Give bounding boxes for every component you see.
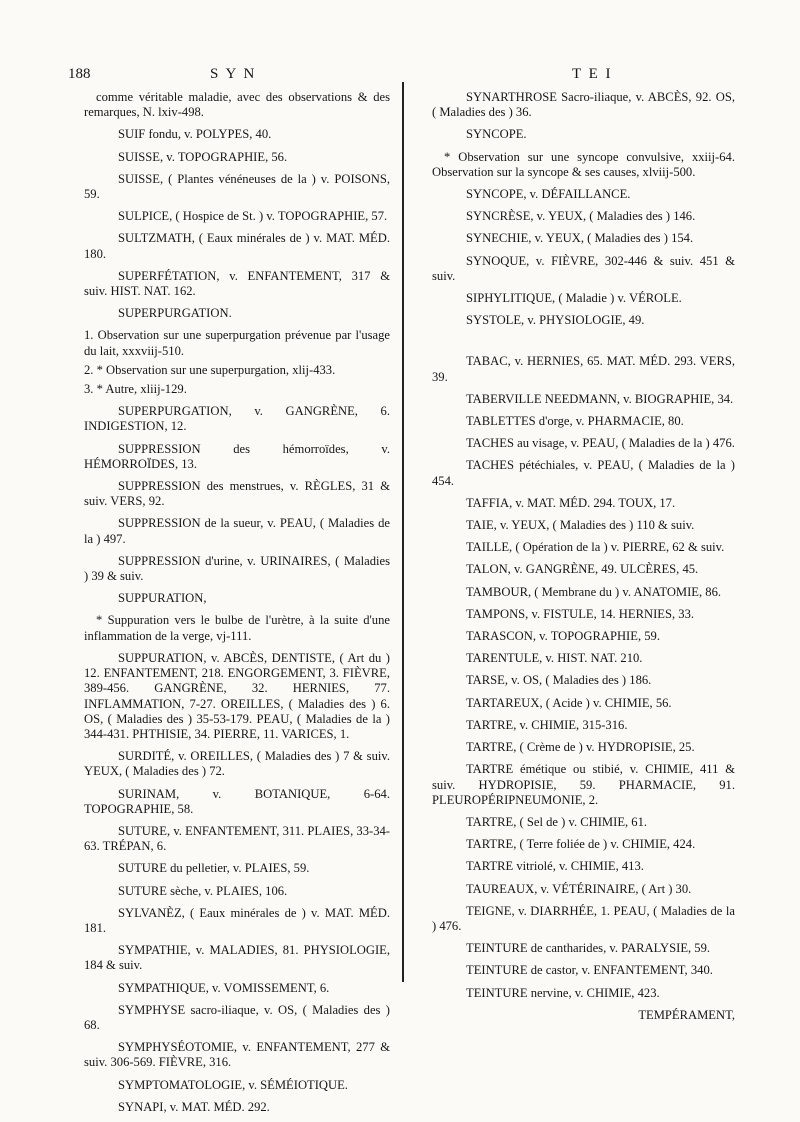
index-entry: SYLVANÈZ, ( Eaux minérales de ) v. MAT. MÉD. 181.	[84, 905, 390, 935]
index-entry: SULPICE, ( Hospice de St. ) v. TOPOGRAPHIE, 57.	[118, 209, 388, 224]
index-entry: SYNOQUE, v. FIÈVRE, 302-446 & suiv. 451 & suiv.	[432, 253, 735, 283]
index-entry: SULTZMATH, ( Eaux minérales de ) v. MAT. MÉD. 180.	[84, 231, 390, 261]
index-entry: SUISSE, ( Plantes vénéneuses de la ) v. POISONS, 59.	[84, 171, 390, 202]
observation-item: * Observation sur une syncope convulsive, xxiij-64. Observation sur la syncope & ses causes, xlviij-500.	[432, 149, 735, 179]
index-entry: SUPERPURGATION, v. GANGRÈNE, 6. INDIGESTION, 12.	[84, 404, 390, 434]
index-entry: TAUREAUX, v. VÉTÉRINAIRE, ( Art ) 30.	[466, 881, 692, 896]
index-entry: TEINTURE nervine, v. CHIMIE, 423.	[466, 985, 660, 1000]
left-column	[84, 90, 390, 1122]
index-entry: TAMPONS, v. FISTULE, 14. HERNIES, 33.	[466, 606, 695, 621]
index-entry: SUISSE, v. TOPOGRAPHIE, 56.	[118, 149, 288, 164]
index-entry: SUPPURATION, v. ABCÈS, DENTISTE, ( Art du ) 12. ENFANTEMENT, 218. ENGORGEMENT, 3. FIÈVRE, 389-456. GANGRÈNE, 32. HERNIES, 77. INFLAMMATION, 7-27. OREILLES, ( Maladies des ) 6. OS, ( Maladies des ) 35-53-179. PEAU, ( Maladies de la ) 344-431. PHTHISIE, 34. PIERRE, 11. VARICES, 1.	[84, 650, 390, 741]
index-entry: TEINTURE de castor, v. ENFANTEMENT, 340.	[466, 963, 713, 978]
index-entry: comme véritable maladie, avec des observations & des remarques, N. lxiv-498.	[84, 90, 390, 120]
index-entry: SUPPRESSION des hémorroïdes, v. HÉMORROÏDES, 13.	[84, 441, 390, 471]
index-entry: SYNCOPE, v. DÉFAILLANCE.	[466, 187, 631, 202]
section-heading: SYNCOPE.	[466, 127, 527, 142]
observation-item: * Suppuration vers le bulbe de l'urètre, à la suite d'une inflammation de la verge, vj-111.	[84, 613, 390, 643]
index-entry: SUPPRESSION d'urine, v. URINAIRES, ( Maladies ) 39 & suiv.	[84, 553, 390, 584]
index-entry: TAIE, v. YEUX, ( Maladies des ) 110 & suiv.	[466, 518, 695, 533]
index-entry: SUIF fondu, v. POLYPES, 40.	[118, 127, 272, 142]
index-entry: SUPPRESSION de la sueur, v. PEAU, ( Maladies de la ) 497.	[84, 516, 390, 546]
index-entry: TARTRE, ( Crème de ) v. HYDROPISIE, 25.	[466, 740, 695, 755]
index-entry: SUTURE sèche, v. PLAIES, 106.	[118, 883, 288, 898]
index-entry: TARENTULE, v. HIST. NAT. 210.	[466, 651, 643, 666]
index-entry: TACHES au visage, v. PEAU, ( Maladies de la ) 476.	[466, 436, 735, 451]
index-entry: SYMPATHIQUE, v. VOMISSEMENT, 6.	[118, 980, 330, 995]
index-entry: SURDITÉ, v. OREILLES, ( Maladies des ) 7 & suiv. YEUX, ( Maladies des ) 72.	[84, 749, 390, 779]
section-heading: SUPPURATION,	[118, 591, 207, 606]
index-entry: SYMPATHIE, v. MALADIES, 81. PHYSIOLOGIE, 184 & suiv.	[84, 943, 390, 973]
index-entry: SUPERFÉTATION, v. ENFANTEMENT, 317 & suiv. HIST. NAT. 162.	[84, 268, 390, 299]
catchword: TEMPÉRAMENT,	[638, 1007, 735, 1022]
index-entry: SYMPHYSÉOTOMIE, v. ENFANTEMENT, 277 & suiv. 306-569. FIÈVRE, 316.	[84, 1040, 390, 1070]
index-entry: TARASCON, v. TOPOGRAPHIE, 59.	[466, 629, 660, 644]
right-column	[432, 90, 735, 1030]
column-divider	[402, 82, 404, 982]
page-number: 188	[68, 66, 91, 82]
index-entry: TARTRE vitriolé, v. CHIMIE, 413.	[466, 859, 644, 874]
section-heading: SUPERPURGATION.	[118, 306, 232, 321]
running-head-left: S Y N	[210, 66, 257, 82]
index-entry: TAFFIA, v. MAT. MÉD. 294. TOUX, 17.	[466, 495, 676, 510]
observation-item: 2. * Observation sur une superpurgation, xlij-433.	[84, 362, 336, 377]
index-entry: TAILLE, ( Opération de la ) v. PIERRE, 62 & suiv.	[466, 540, 725, 555]
index-entry: TALON, v. GANGRÈNE, 49. ULCÈRES, 45.	[466, 562, 699, 577]
index-entry: TARTRE, v. CHIMIE, 315-316.	[466, 717, 628, 732]
index-entry: TACHES pétéchiales, v. PEAU, ( Maladies de la ) 454.	[432, 458, 735, 488]
index-entry: SUPPRESSION des menstrues, v. RÈGLES, 31 & suiv. VERS, 92.	[84, 479, 390, 509]
index-entry: SYMPHYSE sacro-iliaque, v. OS, ( Maladies des ) 68.	[84, 1002, 390, 1032]
index-entry: TARTRE, ( Sel de ) v. CHIMIE, 61.	[466, 814, 648, 829]
index-entry: TABERVILLE NEEDMANN, v. BIOGRAPHIE, 34.	[466, 391, 734, 406]
index-entry: TARTRE émétique ou stibié, v. CHIMIE, 411 & suiv. HYDROPISIE, 59. PHARMACIE, 91. PLEUROPÉRIPNEUMONIE, 2.	[432, 762, 735, 807]
observation-item: 1. Observation sur une superpurgation prévenue par l'usage du lait, xxxviij-510.	[84, 328, 390, 358]
index-entry: SIPHYLITIQUE, ( Maladie ) v. VÉROLE.	[466, 291, 682, 306]
observation-item: 3. * Autre, xliij-129.	[84, 382, 187, 397]
index-entry: SYMPTOMATOLOGIE, v. SÉMÉIOTIQUE.	[118, 1077, 348, 1092]
index-entry: TARTAREUX, ( Acide ) v. CHIMIE, 56.	[466, 695, 672, 710]
index-entry: SYNARTHROSE Sacro-iliaque, v. ABCÈS, 92. OS, ( Maladies des ) 36.	[432, 90, 735, 120]
index-entry: TEIGNE, v. DIARRHÉE, 1. PEAU, ( Maladies de la ) 476.	[432, 903, 735, 933]
index-entry: SUTURE, v. ENFANTEMENT, 311. PLAIES, 33-34-63. TRÉPAN, 6.	[84, 823, 390, 854]
index-entry: TABLETTES d'orge, v. PHARMACIE, 80.	[466, 414, 684, 429]
index-entry: TABAC, v. HERNIES, 65. MAT. MÉD. 293. VERS, 39.	[432, 354, 735, 384]
index-entry: TEINTURE de cantharides, v. PARALYSIE, 59.	[466, 941, 711, 956]
index-entry: SUTURE du pelletier, v. PLAIES, 59.	[118, 861, 310, 876]
index-entry: TAMBOUR, ( Membrane du ) v. ANATOMIE, 86.	[466, 584, 722, 599]
index-entry: TARTRE, ( Terre foliée de ) v. CHIMIE, 424.	[466, 837, 696, 852]
running-head-right: T E I	[572, 66, 613, 82]
index-entry: SYSTOLE, v. PHYSIOLOGIE, 49.	[466, 313, 645, 328]
index-entry: SYNECHIE, v. YEUX, ( Maladies des ) 154.	[466, 231, 694, 246]
index-entry: TARSE, v. OS, ( Maladies des ) 186.	[466, 673, 652, 688]
index-entry: SURINAM, v. BOTANIQUE, 6-64. TOPOGRAPHIE, 58.	[84, 786, 390, 816]
index-entry: SYNAPI, v. MAT. MÉD. 292.	[118, 1099, 270, 1114]
index-entry: SYNCRÈSE, v. YEUX, ( Maladies des ) 146.	[466, 209, 696, 224]
